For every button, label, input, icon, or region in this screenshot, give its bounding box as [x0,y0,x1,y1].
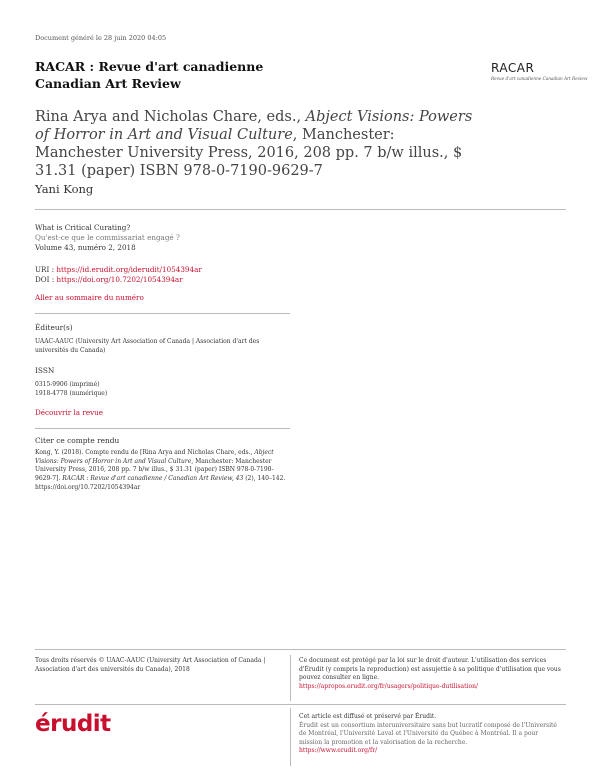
footer-rights: Tous droits réservés © UAAC-AAUC (University Art Association of Canada | Association d'art des universités du Canada), 2018 [35,657,266,673]
uri-label: URI : [35,265,57,274]
journal-title-fr: RACAR : Revue d'art canadienne [35,59,264,74]
racar-logo [491,61,588,81]
citation-italic1: Abject Visions: Powers of Horror in Art and Visual Culture [35,449,274,465]
article-title-italic: Abject Visions: Powers of Horror in Art and Visual Culture [35,109,473,143]
footer-vertical-divider [290,708,291,766]
erudit-link[interactable]: https://www.erudit.org/fr/ [299,747,378,754]
divider [35,209,566,210]
copyright-text: Ce document est protégé par la loi sur le droit d'auteur. L'utilisation des services d'Érudit (y compris la reproduction) est assujettie à sa politique d'utilisation que vous pouvez consulter en ligne. [299,657,561,681]
journal-title-en: Canadian Art Review [35,76,181,91]
generated-note: Document généré le 28 juin 2020 04:05 [35,34,167,42]
article-author: Yani Kong [35,182,94,196]
footer-copyright [299,657,561,691]
erudit-title: Cet article est diffusé et préservé par Érudit. [299,713,437,720]
racar-logo-mark: RACAR [491,61,535,75]
citation-label: Citer ce compte rendu [35,436,120,445]
doi-link[interactable]: https://doi.org/10.7202/1054394ar [56,275,183,284]
citation-part2: , Manchester: Manchester University Press, 2016, 208 pp. 7 b/w illus., $ 31.31 (paper) ISBN 978-0-7190-9629-7]. [35,457,274,483]
article-title [35,108,485,180]
issue-volume: Volume 43, numéro 2, 2018 [35,243,136,252]
footer-divider [35,649,566,650]
doi-line [35,275,295,285]
divider [35,313,290,314]
issn-digital: 1918-4778 (numérique) [35,389,108,397]
issn-values [35,381,290,398]
doi-label: DOI : [35,275,57,284]
journal-title [35,58,263,92]
citation-part3: (2), 140–142. https://doi.org/10.7202/1054394ar [35,475,286,491]
identifiers [35,265,295,285]
article-title-part1: Rina Arya and Nicholas Chare, eds., [35,109,306,125]
policy-link[interactable]: https://apropos.erudit.org/fr/usagers/politique-dutilisation/ [299,682,478,690]
citation-italic2: RACAR : Revue d'art canadienne / Canadian Art Review, 43 [62,475,244,483]
issue-theme-en: What is Critical Curating? [35,223,131,232]
uri-line [35,265,295,275]
racar-logo-subtitle: Revue d'art canadienne Canadian Art Review [491,76,588,81]
publisher-label: Éditeur(s) [35,323,73,332]
toc-link[interactable]: Aller au sommaire du numéro [35,293,144,302]
erudit-logo: érudit [35,711,111,737]
footer-divider [35,704,566,705]
discover-journal-link[interactable]: Découvrir la revue [35,408,104,417]
publisher-name: UAAC-AAUC (University Art Association of Canada | Association d'art des universités du Canada) [35,338,260,354]
article-title-part2: , Manchester: Manchester University Press, 2016, 208 pp. 7 b/w illus., $ 31.31 (paper) ISBN 978-0-7190-9629-7 [35,127,463,179]
issue-info [35,223,295,253]
erudit-info [299,713,561,756]
footer-vertical-divider [290,655,291,701]
issn-print: 0315-9906 (imprimé) [35,381,100,388]
erudit-text: Érudit est un consortium interuniversitaire sans but lucratif composé de l'Université de Montréal, l'Université Laval et l'Université du Québec à Montréal. Il a pour mission la promotion et la valorisation de la recherche. [299,721,557,746]
issue-theme-fr: Qu'est-ce que le commissariat engagé ? [35,233,180,242]
citation-text [35,449,290,493]
citation-part1: Kong, Y. (2018). Compte rendu de [Rina Arya and Nicholas Chare, eds., [35,449,255,456]
uri-link[interactable]: https://id.erudit.org/iderudit/1054394ar [56,265,202,274]
divider [35,428,290,429]
issn-label: ISSN [35,366,55,375]
